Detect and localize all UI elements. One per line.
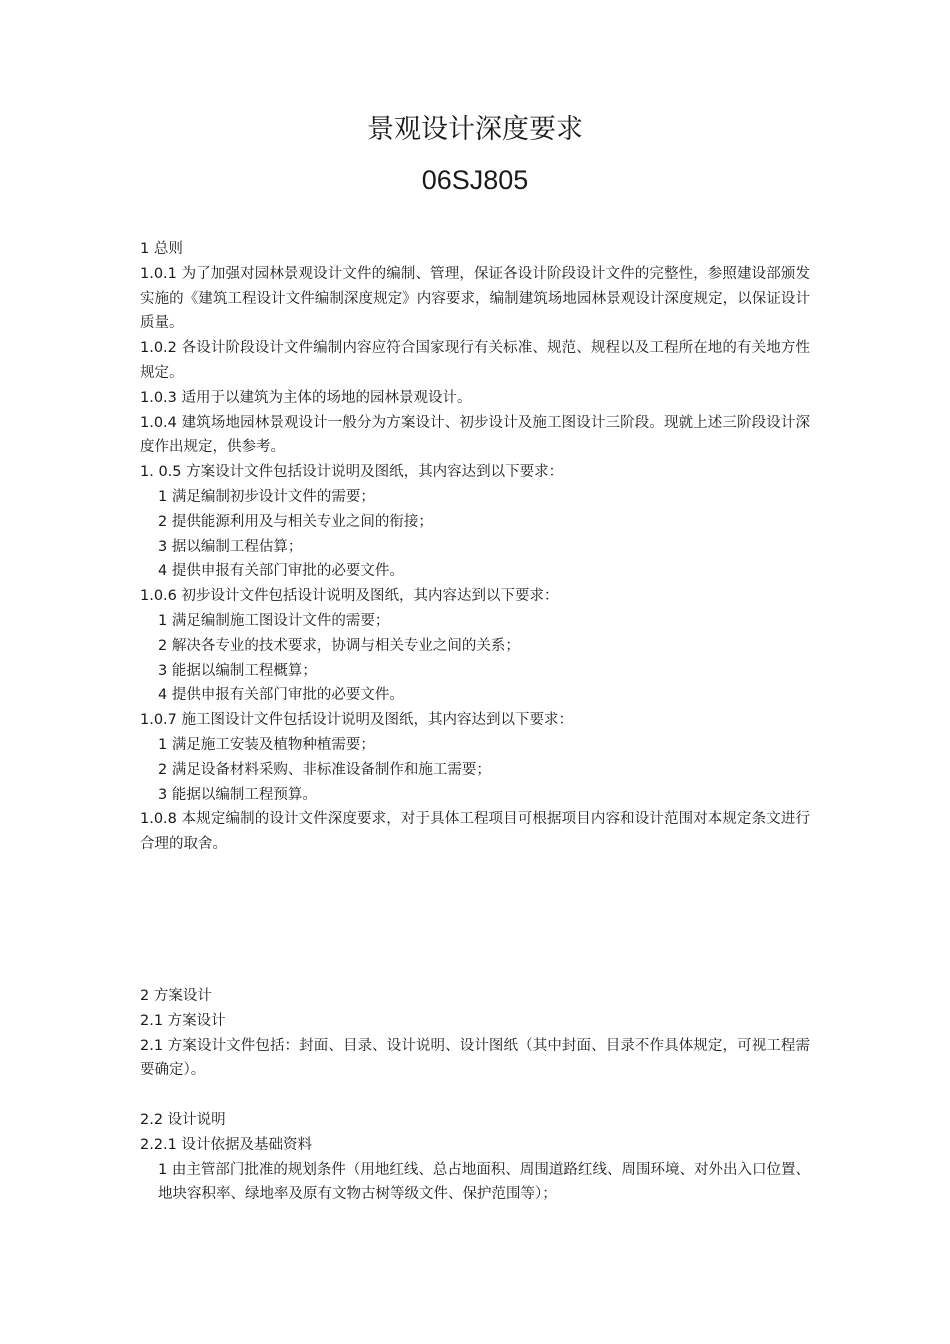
list-item: 3 能据以编制工程预算。 <box>158 786 317 803</box>
clause-1-0-8: 1.0.8 本规定编制的设计文件深度要求，对于具体工程项目可根据项目内容和设计范围对本规定条文进行合理的取舍。 <box>140 811 810 853</box>
list-item: 1 满足编制施工图设计文件的需要； <box>158 612 390 629</box>
clause-1-0-3: 1.0.3 适用于以建筑为主体的场地的园林景观设计。 <box>140 389 472 406</box>
clause-1-0-1: 1.0.1 为了加强对园林景观设计文件的编制、管理，保证各设计阶段设计文件的完整性，参照建设部颁发实施的《建筑工程设计文件编制深度规定》内容要求，编制建筑场地园林景观设计深度规定，以保证设计质量。 <box>140 265 810 332</box>
list-item: 2 满足设备材料采购、非标准设备制作和施工需要； <box>158 761 491 778</box>
subsection-heading: 2.2 设计说明 <box>140 1111 226 1128</box>
list-item: 4 提供申报有关部门审批的必要文件。 <box>158 563 404 580</box>
list-item: 2 解决各专业的技术要求，协调与相关专业之间的关系； <box>158 637 520 654</box>
paragraph-spacer <box>140 1083 810 1108</box>
clause-1-0-2: 1.0.2 各设计阶段设计文件编制内容应符合国家现行有关标准、规范、规程以及工程所在地的有关地方性规定。 <box>140 340 810 381</box>
list-item: 3 据以编制工程估算； <box>158 538 303 555</box>
list-item: 2 提供能源利用及与相关专业之间的衔接； <box>158 513 433 530</box>
list-item: 1 由主管部门批准的规划条件（用地红线、总占地面积、周围道路红线、周围环境、对外出入口位置、地块容积率、绿地率及原有文物古树等级文件、保护范围等）； <box>158 1161 810 1203</box>
list-item: 1 满足施工安装及植物种植需要； <box>158 736 375 753</box>
document-title: 景观设计深度要求 <box>367 114 583 145</box>
clause-1-0-7: 1.0.7 施工图设计文件包括设计说明及图纸，其内容达到以下要求： <box>140 712 574 729</box>
subsection-heading: 2.1 方案设计 <box>140 1012 226 1029</box>
clause-1-0-6: 1.0.6 初步设计文件包括设计说明及图纸，其内容达到以下要求： <box>140 588 559 605</box>
clause-1-0-5: 1. 0.5 方案设计文件包括设计说明及图纸，其内容达到以下要求： <box>140 464 564 481</box>
document-code: 06SJ805 <box>421 165 529 195</box>
section-heading: 1 总则 <box>140 241 183 257</box>
section-heading: 2 方案设计 <box>140 988 212 1004</box>
section-scheme-design <box>140 984 810 1207</box>
clause-2-1: 2.1 方案设计文件包括：封面、目录、设计说明、设计图纸（其中封面、目录不作具体规定，可视工程需要确定）。 <box>140 1037 810 1079</box>
list-item: 1 满足编制初步设计文件的需要； <box>158 488 375 505</box>
subsection-heading: 2.2.1 设计依据及基础资料 <box>140 1136 313 1153</box>
list-item: 3 能据以编制工程概算； <box>158 662 317 679</box>
list-item: 4 提供申报有关部门审批的必要文件。 <box>158 687 404 704</box>
clause-1-0-4: 1.0.4 建筑场地园林景观设计一般分为方案设计、初步设计及施工图设计三阶段。现就上述三阶段设计深度作出规定，供参考。 <box>140 414 810 456</box>
section-general <box>140 237 810 857</box>
